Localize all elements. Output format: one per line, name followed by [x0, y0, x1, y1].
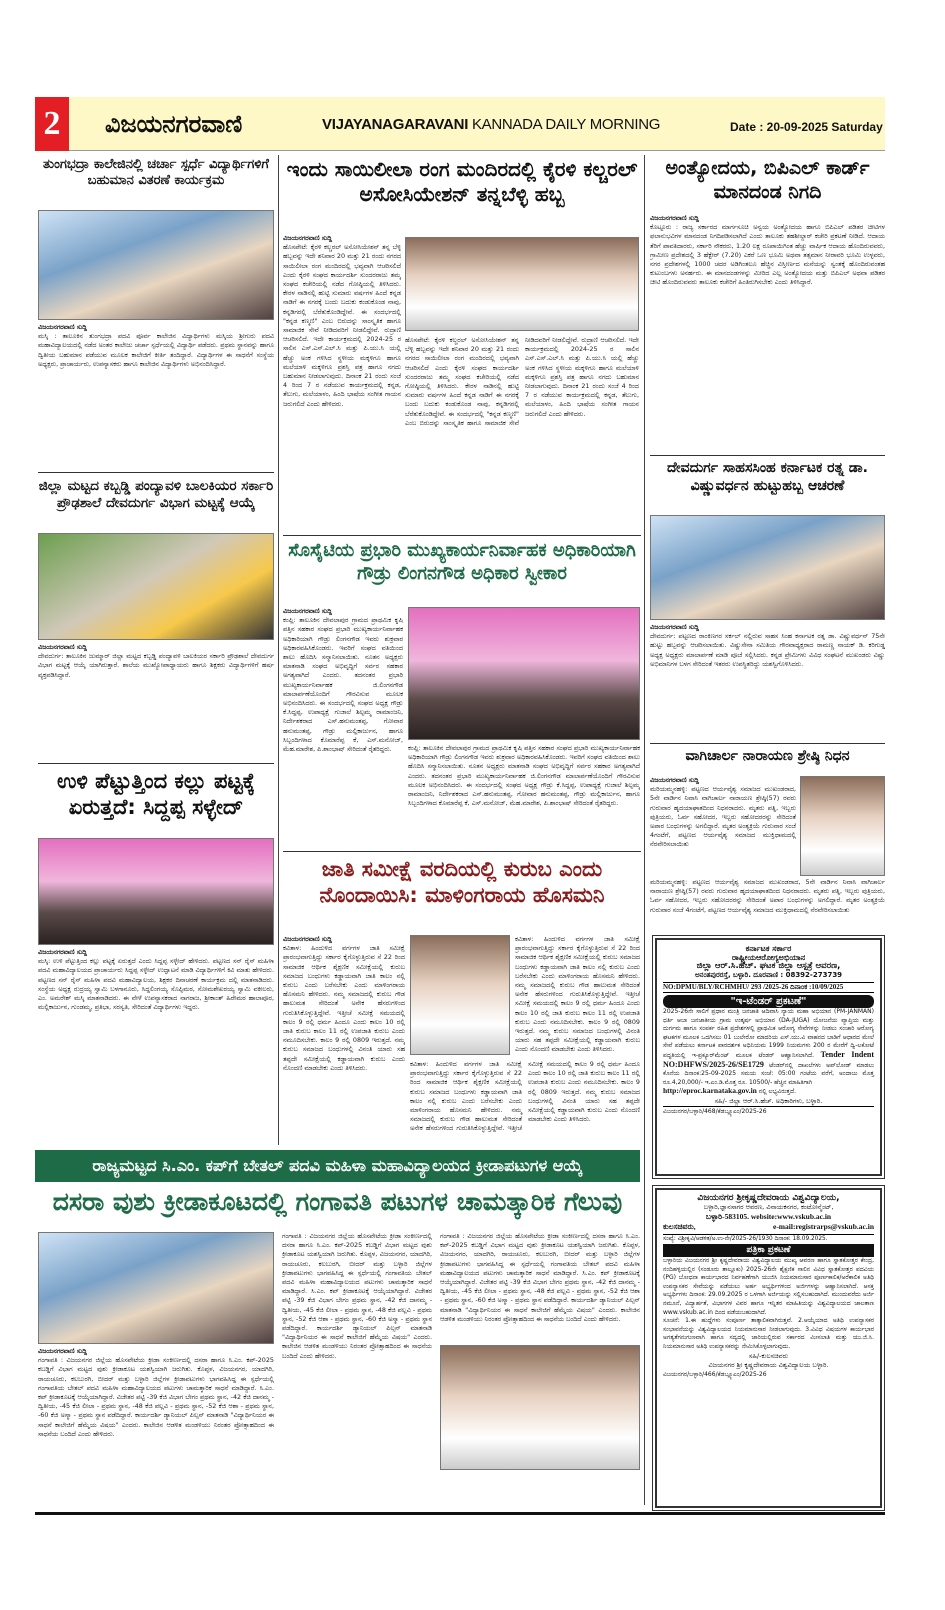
article-body-continued: ಕವಿತಾಳ: ಹಿಂದುಳಿದ ವರ್ಗಗಳ ಜಾತಿ ಸಮೀಕ್ಷೆ ಪ್ರಾರಂಭವಾಗುತ್ತಿದ್ದು ಸರ್ಕಾರ ಕೈಗೊಳ್ಳುತ್ತಿರುವ ಸೆ 22 ರಿಂದ ಸಾಮಾಜಿಕ ಆರ್ಥಿಕ ಶೈಕ್ಷಣಿಕ ಸಮೀಕ್ಷೆಯಲ್ಲಿ ಕುರುಬ ಸಮಾಜದ ಬಂಧುಗಳು ಕಡ್ಡಾಯವಾಗಿ ಜಾತಿ ಕಾಲಂ ನಲ್ಲಿ ಕುರುಬ ಎಂದು ಬರೆಸಬೇಕು ಎಂದು ಮಾಳಿಂಗರಾಯ ಹೊಸಮನಿ ಹೇಳಿದರು. ನಮ್ಮ ಸಮಾಜದಲ್ಲಿ ಕುರುಬ ಗೌಡ ಹಾಲುಮತ ಸೇರಿದಂತೆ ಅನೇಕ ಹೆಸರುಗಳಿಂದ ಗುರುತಿಸಿಕೊಳ್ಳುತ್ತಿದ್ದೇವೆ. ಇತ್ತೀಚೆ ಸಮೀಕ್ಷೆ ಸಮಯದಲ್ಲಿ ಕಾಲಂ 9 ರಲ್ಲಿ ಧರ್ಮ ಹಿಂದೂ ಎಂದು ಕಾಲಂ 10 ರಲ್ಲಿ ಜಾತಿ ಕುರುಬ ಕಾಲಂ 11 ರಲ್ಲಿ ಉಪಜಾತಿ ಕುರುಬ ಎಂದು ನಮೂದಿಸಬೇಕು. ಕಾಲಂ 9 ರಲ್ಲಿ 0809 ಇರುತ್ತದೆ. ನಮ್ಮ ಕುರುಬ ಸಮಾಜದ ಬಂಧುಗಳಲ್ಲಿ ವಿನಂತಿ ಯಾರು ಸಹ ತಪ್ಪದೇ ಸಮೀಕ್ಷೆಯಲ್ಲಿ ಕಡ್ಡಾಯವಾಗಿ ಕುರುಬ ಎಂದು ನೊಂದಣಿ ಮಾಡಬೇಕು ಎಂದು ತಿಳಿಸಿದರು.	[410, 1060, 640, 1133]
article-text: ಕವಿತಾಳ: ಹಿಂದುಳಿದ ವರ್ಗಗಳ ಜಾತಿ ಸಮೀಕ್ಷೆ ಪ್ರಾರಂಭವಾಗುತ್ತಿದ್ದು ಸರ್ಕಾರ ಕೈಗೊಳ್ಳುತ್ತಿರುವ ಸೆ 22 ರಿಂದ ಸಾಮಾಜಿಕ ಆರ್ಥಿಕ ಶೈಕ್ಷಣಿಕ ಸಮೀಕ್ಷೆಯಲ್ಲಿ ಕುರುಬ ಸಮಾಜದ ಬಂಧುಗಳು ಕಡ್ಡಾಯವಾಗಿ ಜಾತಿ ಕಾಲಂ ನಲ್ಲಿ ಕುರುಬ ಎಂದು ಬರೆಸಬೇಕು ಎಂದು ಮಾಳಿಂಗರಾಯ ಹೊಸಮನಿ ಹೇಳಿದರು. ನಮ್ಮ ಸಮಾಜದಲ್ಲಿ ಕುರುಬ ಗೌಡ ಹಾಲುಮತ ಸೇರಿದಂತೆ ಅನೇಕ ಹೆಸರುಗಳಿಂದ ಗುರುತಿಸಿಕೊಳ್ಳುತ್ತಿದ್ದೇವೆ. ಇತ್ತೀಚೆ ಸಮೀಕ್ಷೆ ಸಮಯದಲ್ಲಿ ಕಾಲಂ 9 ರಲ್ಲಿ ಧರ್ಮ ಹಿಂದೂ ಎಂದು ಕಾಲಂ 10 ರಲ್ಲಿ ಜಾತಿ ಕುರುಬ ಕಾಲಂ 11 ರಲ್ಲಿ ಉಪಜಾತಿ ಕುರುಬ ಎಂದು ನಮೂದಿಸಬೇಕು. ಕಾಲಂ 9 ರಲ್ಲಿ 0809 ಇರುತ್ತದೆ. ನಮ್ಮ ಕುರುಬ ಸಮಾಜದ ಬಂಧುಗಳಲ್ಲಿ ವಿನಂತಿ ಯಾರು ಸಹ ತಪ್ಪದೇ ಸಮೀಕ್ಷೆಯಲ್ಲಿ ಕಡ್ಡಾಯವಾಗಿ ಕುರುಬ ಎಂದು ನೊಂದಣಿ ಮಾಡಬೇಕು ಎಂದು ತಿಳಿಸಿದರು.	[283, 944, 405, 1072]
article-photo	[650, 515, 885, 620]
university-notice-advertisement	[655, 1188, 882, 1508]
article-body	[283, 935, 405, 1143]
headline: ಜಿಲ್ಲಾ ಮಟ್ಟದ ಕಬ್ಬಡ್ಡಿ ಪಂದ್ಯಾವಳಿ ಬಾಲಕಿಯರ ಸರ್ಕಾರಿ ಪ್ರೌಢಶಾಲೆ ದೇವದುರ್ಗ ವಿಭಾಗ ಮಟ್ಟಕ್ಕೆ ಆಯ್ಕೆ	[38, 478, 274, 511]
headline: ಇಂದು ಸಾಯಿಲೀಲಾ ರಂಗ ಮಂದಿರದಲ್ಲಿ ಕೈರಳಿ ಕಲ್ಚರಲ್ ಅಸೋಸಿಯೇಶನ್ ತನ್ನಬೆಳ್ಳಿ ಹಬ್ಬ	[286, 157, 638, 206]
e-tender-advertisement	[655, 938, 882, 1176]
byline: ವಿಜಯನಗರವಾಣಿ ಸುದ್ದಿ	[38, 323, 87, 331]
page-bottom-rule	[35, 1512, 885, 1515]
article-body	[38, 323, 274, 469]
ad-signature: ವಿಜಯನಗರ ಶ್ರೀ ಕೃಷ್ಣದೇವರಾಯ ವಿಶ್ವವಿದ್ಯಾಲಯ ಬಳ್ಳಾರಿ.	[708, 1360, 829, 1369]
article-text: ದೇವದುರ್ಗ: ತಾಲೂಕಿನ ಜುಮ್ಮಾರ್ ಜಿಲ್ಲಾ ಮಟ್ಟದ ಕಬ್ಬಡ್ಡಿ ಪಂದ್ಯಾವಳಿ ಬಾಲಕಿಯರ ಸರ್ಕಾರಿ ಪ್ರೌಢಶಾಲೆ ದೇವದುರ್ಗ ವಿಭಾಗ ಮಟ್ಟಕ್ಕೆ ಆಯ್ಕೆ ಯಾಗಿರುತ್ತಾರೆ. ಶಾಲೆಯ ಮುಖ್ಯೋಪಾಧ್ಯಾಯರು ಹಾಗೂ ಶಿಕ್ಷಕರು ವಿದ್ಯಾರ್ಥಿಗಳಿಗೆ ಹರ್ಷ ವ್ಯಕ್ತಪಡಿಸಿದ್ದಾರೆ.	[38, 652, 274, 679]
ad-body: 2025-26ನೇ ಸಾಲಿಗೆ ಪ್ರಧಾನ ಮಂತ್ರಿ ಜನಜಾತಿ ಆದಿವಾಸಿ ನ್ಯಾಯ ಮಹಾ ಅಭಿಯಾನ (PM-JANMAN) ಧರ್ತಿ ಆಬಾ ಜನಜಾತೀಯ ಗ್ರಾಮ ಉತ್ಕರ್ಷ ಅಭಿಯಾನ (DA-JUGA) ಯೋಜನೆಯ ವ್ಯಾಪ್ತಿಯ ಮತ್ತು ದುರ್ಗಮ ಹಾಗೂ ಸಂಪರ್ಕ ರಹಿತ ಪ್ರದೇಶಗಳಲ್ಲಿ ಪ್ರಾಥಮಿಕ ಆರೋಗ್ಯ ಸೇವೆಗಳನ್ನು ನೀಡಲು ಸಂಚಾರಿ ಆರೋಗ್ಯ ಘಟಕಗಳ ಮೂಲಕ ಒದಗಿಸಲು 01 ಬುಲೇರೋ ಮಾದರಿಯ ಎಸ್.ಯು.ವಿ ವಾಹನದ ಬಾಡಿಗೆ ಆಧಾರದ ಮೇಲೆ ಸೇವೆ ಪಡೆಯಲು ಕರ್ನಾಟಕ ಪಾರದರ್ಶಕ ಅಧಿನಿಯಮ 1999 ನಿಯಮಗಳು 200 ರ ಮೇರೆಗೆ ದ್ವಿ-ಲಕೋಟೆ ಪದ್ಧತಿಯಲ್ಲಿ ಇ-ಪ್ರಕ್ಯೂರ್‌ಮೆಂಟ್ ಮೂಲಕ ಟೆಂಡರ್ ಆಹ್ವಾನಿಸಲಾಗಿದೆ.	[663, 1008, 874, 1059]
ad-line: ಕರ್ನಾಟಕ ಸರ್ಕಾರ	[745, 944, 792, 953]
article-text: ಕಂಪ್ಲಿ: ತಾಲೂಕಿನ ದೇವಲಾಪುರ ಗ್ರಾಮದ ಪ್ರಾಥಮಿಕ ಕೃಷಿ ಪತ್ತಿನ ಸಹಕಾರ ಸಂಘದ ಪ್ರಭಾರಿ ಮುಖ್ಯಕಾರ್ಯನಿರ್ವಾಹಕ ಅಧಿಕಾರಿಯಾಗಿ ಗೌಡ್ರು ಲಿಂಗನಗೌಡ ಇವರು ಶುಕ್ರವಾರ ಅಧಿಕಾರವಹಿಸಿಕೊಂಡರು. ಇವರಿಗೆ ಸಂಘದ ವತಿಯಿಂದ ಶಾಲು ಹೊದಿಸಿ ಸನ್ಮಾನಿಸಲಾಯಿತು. ನೂತನ ಅಧ್ಯಕ್ಷರು ಮಾತನಾಡಿ ಸಂಘದ ಅಭಿವೃದ್ಧಿಗೆ ಸರ್ವರ ಸಹಕಾರ ಅಗತ್ಯವಾಗಿದೆ ಎಂದರು. ತದನಂತರ ಪ್ರಭಾರಿ ಮುಖ್ಯಕಾರ್ಯನಿರ್ವಾಹಕ ಜಿ.ಲಿಂಗನಗೌಡ ಮಾಲಾರ್ಪಣೆಯೊಂದಿಗೆ ಗೌರವಿಸುವ ಮೂಲಕ ಅಭಿನಂದಿಸಿದರು. ಈ ಸಂದರ್ಭದಲ್ಲಿ ಸಂಘದ ಅಧ್ಯಕ್ಷ ಗೌಡ್ರು ಕೆ.ಸಿದ್ದಪ್ಪ, ಉಪಾಧ್ಯಕ್ಷೆ ಗುಜಾಲೆ ಶಿಲ್ಪಮ್ಮ ರಾಮಾಂಜನಿ, ನಿರ್ದೇಶಕರಾದ ಎಸ್.ಹನುಮಂತಪ್ಪ, ಗೋವಾರ ಹನುಮಂತಪ್ಪ, ಗೌಡ್ರು ಮಲ್ಲಿಕಾರ್ಜುನ, ಹಾಗೂ ಸಿಬ್ಬಂದಿಗಳಾದ ಕೊಮಾರೆಪ್ಪ ಕೆ, ಎಸ್.ಮನೋಜ್, ಮೆಹ.ಮಾರೇಶ, ಪಿ.ಶಾಂಭಾಷ್ ಸೇರಿದಂತೆ ರೈತರಿದ್ದರು.	[283, 616, 403, 754]
ad-body: ನಲ್ಲಿ ಲಭ್ಯವಿರುತ್ತದೆ.	[756, 1088, 797, 1096]
article-body-continued: ಕಂಪ್ಲಿ: ತಾಲೂಕಿನ ದೇವಲಾಪುರ ಗ್ರಾಮದ ಪ್ರಾಥಮಿಕ ಕೃಷಿ ಪತ್ತಿನ ಸಹಕಾರ ಸಂಘದ ಪ್ರಭಾರಿ ಮುಖ್ಯಕಾರ್ಯನಿರ್ವಾಹಕ ಅಧಿಕಾರಿಯಾಗಿ ಗೌಡ್ರು ಲಿಂಗನಗೌಡ ಇವರು ಶುಕ್ರವಾರ ಅಧಿಕಾರವಹಿಸಿಕೊಂಡರು. ಇವರಿಗೆ ಸಂಘದ ವತಿಯಿಂದ ಶಾಲು ಹೊದಿಸಿ ಸನ್ಮಾನಿಸಲಾಯಿತು. ನೂತನ ಅಧ್ಯಕ್ಷರು ಮಾತನಾಡಿ ಸಂಘದ ಅಭಿವೃದ್ಧಿಗೆ ಸರ್ವರ ಸಹಕಾರ ಅಗತ್ಯವಾಗಿದೆ ಎಂದರು. ತದನಂತರ ಪ್ರಭಾರಿ ಮುಖ್ಯಕಾರ್ಯನಿರ್ವಾಹಕ ಜಿ.ಲಿಂಗನಗೌಡ ಮಾಲಾರ್ಪಣೆಯೊಂದಿಗೆ ಗೌರವಿಸುವ ಮೂಲಕ ಅಭಿನಂದಿಸಿದರು. ಈ ಸಂದರ್ಭದಲ್ಲಿ ಸಂಘದ ಅಧ್ಯಕ್ಷ ಗೌಡ್ರು ಕೆ.ಸಿದ್ದಪ್ಪ, ಉಪಾಧ್ಯಕ್ಷೆ ಗುಜಾಲೆ ಶಿಲ್ಪಮ್ಮ ರಾಮಾಂಜನಿ, ನಿರ್ದೇಶಕರಾದ ಎಸ್.ಹನುಮಂತಪ್ಪ, ಗೋವಾರ ಹನುಮಂತಪ್ಪ, ಗೌಡ್ರು ಮಲ್ಲಿಕಾರ್ಜುನ, ಹಾಗೂ ಸಿಬ್ಬಂದಿಗಳಾದ ಕೊಮಾರೆಪ್ಪ ಕೆ, ಎಸ್.ಮನೋಜ್, ಮೆಹ.ಮಾರೇಶ, ಪಿ.ಶಾಂಭಾಷ್ ಸೇರಿದಂತೆ ರೈತರಿದ್ದರು.	[408, 744, 640, 808]
ad-website: ಬಳ್ಳಾರಿ-583105. website:www.vskub.ac.in	[705, 1212, 832, 1221]
obituary-photo	[800, 776, 885, 876]
article-text: ದೇವದುರ್ಗ: ಪಟ್ಟಣದ ರಾಂಕಿಣಗರ ಸರ್ಕಲ್ ನಲ್ಲಿರುವ ಸಾಹಸ ಸಿಂಹ ಕರ್ನಾಟಕ ರತ್ನ ಡಾ. ವಿಷ್ಣುವರ್ಧನ್ 75ನೇ ಹುಟ್ಟು ಹಬ್ಬವನ್ನು ಆಚರಿಸಲಾಯಿತು. ವಿಷ್ಣುಸೇನಾ ಸಮಿತಿಯ ಗೌರವಾಧ್ಯಕ್ಷರಾದ ರಾಮಣ್ಣ ನಾಯಕ್ ಡಿ. ಕರಿಗುಡ್ಡ ಅಧ್ಯಕ್ಷ ಅಧ್ಯಕ್ಷರು ಮಾಲಾರ್ಪಣೆ ಮಾಡಿ ಪೂಜೆ ಸಲ್ಲಿಸಿದರು. ಕನ್ನಡ ಪ್ರೇಮಿಗಳು ವಿವಿಧ ಸಂಘಟನೆ ಮುಖಂಡರು ವಿಷ್ಣು ಅಭಿಮಾನಿಗಳ ಬಳಗ ಸೇರಿದಂತೆ ಇತರರು ಉಪಸ್ಥಿತರಿದ್ದು ಯಶಸ್ವಿಗೊಳಿಸಿದರು.	[650, 632, 885, 668]
article-body	[38, 1347, 274, 1507]
ad-line: ವಿಜಯನಗರ ಶ್ರೀಕೃಷ್ಣದೇವರಾಯ ವಿಶ್ವವಿದ್ಯಾಲಯ,	[697, 1193, 840, 1203]
ad-title: ಪತ್ರಿಕಾ ಪ್ರಕಟಣೆ	[663, 1244, 874, 1257]
ad-code: ವಿಜಯನಗರ/ಬಳ್ಳಾರಿ/468/ಕೆಡಬ್ಲ್ಯೂಎಂ/2025-26	[663, 1106, 874, 1116]
issue-date: Date : 20-09-2025 Saturday	[730, 120, 883, 134]
article-photo	[410, 935, 510, 1055]
byline: ವಿಜಯನಗರವಾಣಿ ಸುದ್ದಿ	[38, 948, 87, 956]
article-photo	[38, 1232, 274, 1344]
headline: ದೇವದುರ್ಗ ಸಾಹಸಸಿಂಹ ಕರ್ನಾಟಕ ರತ್ನ ಡಾ. ವಿಷ್ಣುವರ್ಧನ ಹುಟ್ಟುಹಬ್ಬ ಆಚರಣೆ	[667, 460, 868, 494]
article-photo	[38, 210, 274, 320]
article-body	[38, 643, 274, 761]
ad-line: ಜಿಲ್ಲಾ ಆರ್.ಸಿ.ಹೆಚ್. ಘಟಕ ಜಿಲ್ಲಾ ಆಸ್ಪತ್ರೆ ಆವರಣ,	[696, 961, 841, 971]
headline: ಸೊಸೈಟಿಯ ಪ್ರಭಾರಿ ಮುಖ್ಯಕಾರ್ಯನಿರ್ವಾಹಕ ಅಧಿಕಾರಿಯಾಗಿ ಗೌಡ್ರು ಲಿಂಗನಗೌಡ ಅಧಿಕಾರ ಸ್ವೀಕಾರ	[288, 540, 636, 584]
ad-reference: NO:DPMU/BLY/RCHMHU/ 293 /2025-26 ದಿನಾಂಕ :10/09/2025	[663, 982, 874, 993]
article-body	[283, 607, 403, 847]
article-body-continued: ಗಂಗಾವತಿ : ವಿಜಯನಗರ ಜಿಲ್ಲೆಯ ಹೊಸಪೇಟೆಯ ಕ್ರೀಡಾ ಸಂಕೀರ್ಣದಲ್ಲಿ ದಸರಾ ಹಾಗೂ ಸಿ.ಎಂ. ಕಪ್-2025 ಕಬಡ್ಡಿಗೆ ವಿಭಾಗ ಮಟ್ಟದ ವುಶು ಕ್ರೀಡಾಕೂಟ ಯಶಸ್ವಿಯಾಗಿ ಜರುಗಿತು. ಕೊಪ್ಪಳ, ವಿಜಯನಗರ, ಯಾದಗಿರಿ, ರಾಯಚೂರು, ಕಲಬುರಗಿ, ಬೀದರ್ ಮತ್ತು ಬಳ್ಳಾರಿ ಜಿಲ್ಲೆಗಳ ಕ್ರೀಡಾಪಟುಗಳು ಭಾಗವಹಿಸಿದ್ದ ಈ ಸ್ಪರ್ಧೆಯಲ್ಲಿ ಗಂಗಾವತಿಯ ಬೇತಲ್ ಪದವಿ ಮಹಿಳಾ ಮಹಾವಿದ್ಯಾಲಯದ ಪಟುಗಳು ಚಾಮತ್ಕಾರಿಕ ಸಾಧನೆ ಮಾಡಿದ್ದಾರೆ. ಸಿ.ಎಂ. ಕಪ್ ಕ್ರೀಡಾಕೂಟಕ್ಕೆ ಆಯ್ಕೆಯಾಗಿದ್ದಾರೆ. ವಿಜೇತರ ಪಟ್ಟಿ -39 ಕೆಜಿ ವಿಭಾಗ ಬೇಗಂ ಪ್ರಥಮ ಸ್ಥಾನ, -42 ಕೆಜಿ ದಾನಮ್ಮ - ದ್ವಿತೀಯ, -45 ಕೆಜಿ ಲೀಲಾ - ಪ್ರಥಮ ಸ್ಥಾನ, -48 ಕೆಜಿ ಪಲ್ಲವಿ - ಪ್ರಥಮ ಸ್ಥಾನ, -52 ಕೆಜಿ ಆಶಾ - ಪ್ರಥಮ ಸ್ಥಾನ, -60 ಕೆಜಿ ಅಸ್ಮಾ - ಪ್ರಥಮ ಸ್ಥಾನ ಪಡೆದಿದ್ದಾರೆ. ಕಾರ್ಯದರ್ಶಿ ಡ್ಯಾನಿಯಲ್ ಪಿಲ್ಸನ್ ಮಾತನಾಡಿ "ವಿದ್ಯಾರ್ಥಿನಿಯರ ಈ ಸಾಧನೆ ಕಾಲೇಜಿಗೆ ಹೆಮ್ಮೆಯ ವಿಷಯ" ಎಂದರು. ಕಾಲೇಜಿನ ಆಡಳಿತ ಮಂಡಳಿಯು ನಿರಂತರ ಪ್ರೋತ್ಸಾಹದಿಂದ ಈ ಸಾಧನೆಯ ಬಂದಿದೆ ಎಂದು ಹೇಳಿದರು.	[282, 1232, 432, 1360]
divider	[650, 743, 885, 744]
article-text: ಮಸ್ಕಿ : ತಾಲೂಕಿನ ತುಂಗಭದ್ರಾ ಪದವಿ ಪೂರ್ವ ಕಾಲೇಜಿನ ವಿದ್ಯಾರ್ಥಿಗಳು ಮಸ್ಕಿಯ ಶ್ರೀಗುರು ಪದವಿ ಮಹಾವಿದ್ಯಾಲಯದಲ್ಲಿ ನಡೆದ ಅಂತರ ಕಾಲೇಜು ಚರ್ಚಾ ಸ್ಪರ್ಧೆಯಲ್ಲಿ ವಿದ್ಯಾರ್ಥಿ ಪಡೆದರು. ಪ್ರಥಮ ಸ್ಥಾನವನ್ನು ಹಾಗೂ ದ್ವಿತೀಯ ಬಹುಮಾನ ಪಡೆಯುವ ಮೂಲಕ ಕಾಲೇಜಿಗೆ ಕೀರ್ತಿ ತಂದಿದ್ದಾರೆ. ವಿದ್ಯಾರ್ಥಿಗಳ ಈ ಸಾಧನೆಗೆ ಸಂಸ್ಥೆಯ ಅಧ್ಯಕ್ಷರು, ಪ್ರಾಚಾರ್ಯರು, ಉಪನ್ಯಾಸಕರು ಹಾಗೂ ಕಾಲೇಜಿನ ವಿದ್ಯಾರ್ಥಿಗಳು ಅಭಿನಂದಿಸಿದ್ದಾರೆ.	[38, 332, 274, 368]
byline: ವಿಜಯನಗರವಾಣಿ ಸುದ್ದಿ	[283, 234, 332, 242]
headline: ದಸರಾ ವುಶು ಕ್ರೀಡಾಕೂಟದಲ್ಲಿ ಗಂಗಾವತಿ ಪಟುಗಳ ಚಾಮತ್ಕಾರಿಕ ಗೆಲುವು	[52, 1187, 623, 1216]
ad-line: ಬಳ್ಳಾರಿ,ಜ್ಞಾನಸಾಗರ ಆವರಣ, ವಿನಾಯಕನಗರ, ಕಂಟೋನ್ಮೆಂಟ್,	[703, 1203, 834, 1211]
article-photo	[38, 533, 274, 640]
byline: ವಿಜಯನಗರವಾಣಿ ಸುದ್ದಿ	[650, 623, 699, 631]
byline: ವಿಜಯನಗರವಾಣಿ ಸುದ್ದಿ	[38, 643, 87, 651]
page-number: 2	[35, 97, 69, 151]
masthead-english-rest: KANNADA DAILY MORNING	[468, 116, 661, 133]
headline: ಉಳಿ ಪೆಟ್ಟುತ್ತಿಂದ ಕಲ್ಲು ಪಟ್ಟಕ್ಕೆ ಏರುತ್ತದೆ: ಸಿದ್ದಪ್ಪ ಸಳ್ಳೇದ್	[56, 769, 256, 820]
masthead-english	[322, 116, 660, 133]
article-photo	[405, 237, 639, 331]
ad-body: ಟೆಂಡರ್‌ನಲ್ಲಿ ದಾಖಲೆಗಳು ಅಪ್‌ಲೋಡ್ ಮಾಡಲು ಕೊನೆಯ ದಿನಾಂಕ:25-09-2025 ಸಮಯ ಸಂಜೆ: 05:00 ಗಂಟೆಯ ವರೆಗೆ, ಅಂದಾಜು ಮೊತ್ತ ರೂ.4,20,000/- ಇ.ಎಂ.ಡಿ.ಮೊತ್ತ ರೂ. 10500/- ಹೆಚ್ಚಿನ ಮಾಹಿತಿಗಾಗಿ	[663, 1061, 874, 1086]
divider	[38, 472, 274, 473]
headline: ವಾಗಿಚಾರ್ಲ ನಾರಾಯಣ ಶ್ರೇಷ್ಠಿ ನಿಧನ	[685, 748, 850, 764]
masthead-title: ವಿಜಯನಗರವಾಣಿ	[105, 110, 243, 138]
article-body	[650, 214, 885, 452]
article-body	[650, 776, 796, 876]
article-text: ಮಸ್ಕಿ: ಉಳಿ ಪೆಟ್ಟುತ್ತಿಂದ ಕಲ್ಲು ಪಟ್ಟಕ್ಕೆ ಏರುತ್ತದೆ ಎಂದು ಸಿದ್ದಪ್ಪ ಸಳ್ಳೇದ್ ಹೇಳಿದರು. ಪಟ್ಟಣದ ಸನ್ ರೈಸ್ ಮಹಿಳಾ ಪದವಿ ಮಹಾವಿದ್ಯಾಲಯದ ಪ್ರಾಚಾರ್ಯರು ಸಿದ್ದಪ್ಪ ಸಳ್ಳೇದ್ ಉದ್ಘಾಟನೆ ಮಾಡಿ ವಿದ್ಯಾರ್ಥಿಗಳಿಗೆ ಕಿವಿ ಮಾತು ಹೇಳಿದರು. ಪಟ್ಟಣದ ಸನ್ ರೈಸ್ ಮಹಿಳಾ ಪದವಿ ಮಹಾವಿದ್ಯಾಲಯ, ಶಿಕ್ಷಕರ ದಿನಾಚರಣೆ ಕಾರ್ಯಕ್ರಮ ದಲ್ಲಿ ಮಾತನಾಡಿದರು. ಸಂಸ್ಥೆಯ ಅಧ್ಯಕ್ಷ ರುದ್ರಯ್ಯ ಸ್ವಾಮಿ ಬಳಗಾನೂರು, ಸಿದ್ದಲಿಂಗಯ್ಯ ಸೊಪ್ಪಿಮಠ, ಸೋಮಶೇಖರಯ್ಯ ಸ್ವಾಮಿ ವಕೀಲರು, ಎಂ. ಅಮರೇಶ್ ಮಸ್ಕಿ ಮಾತನಾಡಿದರು. ಈ ವೇಳೆ ಉಪನ್ಯಾಸಕರಾದ ನಾಗರಾಜ, ಶ್ರೀಕಾಂತ್ ಹಿರೇಮಠ ಹಾಲಾಪೂರ, ಮಲ್ಲಿಕಾರ್ಜುನ, ಗುಂಡಮ್ಮ, ಪ್ರತಿಭಾ, ಸರಸ್ವತಿ, ಸೇರಿದಂತೆ ವಿದ್ಯಾರ್ಥಿಗಳು ಇದ್ದರು.	[38, 957, 274, 1012]
masthead-english-bold: VIJAYANAGARAVANI	[322, 116, 469, 133]
article-body-continued: ಮರಿಯಮ್ಮನಹಳ್ಳಿ: ಪಟ್ಟಣದ ಆರ್ಯವೈಶ್ಯ ಸಮಾಜದ ಮುಖಂಡರಾದ, 5ನೇ ವಾರ್ಡಿನ ನಿವಾಸಿ ವಾಗಿಚಾರ್ಲ ನಾರಾಯಣ ಶ್ರೇಷ್ಠಿ(57) ರವರು ಗುರುವಾರ ಹೃದಯಾಘಾತದಿಂದ ನಿಧನರಾದರು. ಮೃತರು ಪತ್ನಿ, ಇಬ್ಬರು ಪುತ್ರಿಯರು, ಓರ್ವ ಸಹೋದರ, ಇಬ್ಬರು ಸಹೋದರರನ್ನು ಸೇರಿದಂತೆ ಅಪಾರ ಬಂಧುಗಳನ್ನು ಅಗಲಿದ್ದಾರೆ. ಮೃತರ ಅಂತ್ಯಕ್ರಿಯೆ ಗುರುವಾರ ಸಂಜೆ 4ಗಂಟೆಗೆ, ಪಟ್ಟಣದ ಆರ್ಯವೈಶ್ಯ ಸಮಾಜದ ಮುಕ್ತಿಧಾಮದಲ್ಲಿ ನೆರವೇರಿಸಲಾಯಿತು	[650, 878, 885, 914]
article-photo	[440, 1345, 640, 1470]
ad-title: "ಇ-ಟೆಂಡರ್ ಪ್ರಕಟಣೆ"	[663, 995, 874, 1008]
green-banner-headline: ರಾಜ್ಯಮಟ್ಟದ ಸಿ.ಎಂ. ಕಪ್‌ಗೆ ಬೇತಲ್ ಪದವಿ ಮಹಿಳಾ ಮಹಾವಿದ್ಯಾಲಯದ ಕ್ರೀಡಾಪಟುಗಳ ಆಯ್ಕೆ	[35, 1150, 640, 1182]
article-body-continued: ಕವಿತಾಳ: ಹಿಂದುಳಿದ ವರ್ಗಗಳ ಜಾತಿ ಸಮೀಕ್ಷೆ ಪ್ರಾರಂಭವಾಗುತ್ತಿದ್ದು ಸರ್ಕಾರ ಕೈಗೊಳ್ಳುತ್ತಿರುವ ಸೆ 22 ರಿಂದ ಸಾಮಾಜಿಕ ಆರ್ಥಿಕ ಶೈಕ್ಷಣಿಕ ಸಮೀಕ್ಷೆಯಲ್ಲಿ ಕುರುಬ ಸಮಾಜದ ಬಂಧುಗಳು ಕಡ್ಡಾಯವಾಗಿ ಜಾತಿ ಕಾಲಂ ನಲ್ಲಿ ಕುರುಬ ಎಂದು ಬರೆಸಬೇಕು ಎಂದು ಮಾಳಿಂಗರಾಯ ಹೊಸಮನಿ ಹೇಳಿದರು. ನಮ್ಮ ಸಮಾಜದಲ್ಲಿ ಕುರುಬ ಗೌಡ ಹಾಲುಮತ ಸೇರಿದಂತೆ ಅನೇಕ ಹೆಸರುಗಳಿಂದ ಗುರುತಿಸಿಕೊಳ್ಳುತ್ತಿದ್ದೇವೆ. ಇತ್ತೀಚೆ ಸಮೀಕ್ಷೆ ಸಮಯದಲ್ಲಿ ಕಾಲಂ 9 ರಲ್ಲಿ ಧರ್ಮ ಹಿಂದೂ ಎಂದು ಕಾಲಂ 10 ರಲ್ಲಿ ಜಾತಿ ಕುರುಬ ಕಾಲಂ 11 ರಲ್ಲಿ ಉಪಜಾತಿ ಕುರುಬ ಎಂದು ನಮೂದಿಸಬೇಕು. ಕಾಲಂ 9 ರಲ್ಲಿ 0809 ಇರುತ್ತದೆ. ನಮ್ಮ ಕುರುಬ ಸಮಾಜದ ಬಂಧುಗಳಲ್ಲಿ ವಿನಂತಿ ಯಾರು ಸಹ ತಪ್ಪದೇ ಸಮೀಕ್ಷೆಯಲ್ಲಿ ಕಡ್ಡಾಯವಾಗಿ ಕುರುಬ ಎಂದು ನೊಂದಣಿ ಮಾಡಬೇಕು ಎಂದು ತಿಳಿಸಿದರು.	[515, 935, 640, 1054]
article-photo	[408, 607, 640, 740]
ad-email: e-mail:registrarps@vskub.ac.in	[772, 1222, 874, 1231]
byline: ವಿಜಯನಗರವಾಣಿ ಸುದ್ದಿ	[650, 214, 699, 222]
headline: ಜಾತಿ ಸಮೀಕ್ಷೆ ವರದಿಯಲ್ಲಿ ಕುರುಬ ಎಂದು ನೊಂದಾಯಿಸಿ: ಮಾಳಿಂಗರಾಯ ಹೊಸಮನಿ	[319, 857, 605, 908]
headline: ಅಂತ್ಯೋದಯ, ಬಿಪಿಎಲ್ ಕಾರ್ಡ್ ಮಾನದಂಡ ನಿಗದಿ	[665, 157, 870, 203]
column-divider	[278, 155, 279, 1145]
article-body	[650, 623, 885, 741]
divider	[650, 455, 885, 456]
ad-line: ಕುಲಸಚಿವರು,	[663, 1222, 696, 1231]
divider	[283, 851, 641, 852]
article-body	[283, 234, 401, 532]
article-photo	[38, 838, 274, 945]
ad-signature: ಸಹಿ/-ಕುಲಸಚಿವರು	[748, 1351, 789, 1360]
article-body	[38, 948, 274, 1143]
ad-body: ಬಳ್ಳಾರಿಯ ವಿಜಯನಗರ ಶ್ರೀ ಕೃಷ್ಣದೇವರಾಯ ವಿಶ್ವವಿದ್ಯಾಲಯ ಮುಖ್ಯ ಆವರಣ ಹಾಗೂ ಸ್ನಾತಕೋತ್ತರ ಕೇಂದ್ರ, ನಂದಿಹಳ್ಳಿಯಲ್ಲಿನ (ಸಂಡೂರು ತಾಲ್ಲೂಕು) 2025-26ನೇ ಶೈಕ್ಷಣಿಕ ಸಾಲಿನ ವಿವಿಧ ಸ್ನಾತಕೋತ್ತರ ಪದವಿಯ (PG) ಬೋಧನಾ ಕಾರ್ಯಭಾರದ ನಿರ್ವಹಣೆಗಾಗಿ ಯುಜಿಸಿ ನಿಯಮಾನುಸಾರ ಪೂರ್ಣಕಾಲಿಕ/ಅರೆಕಾಲಿಕ ಅತಿಥಿ ಉಪನ್ಯಾಸಕರ ಸೇವೆಯನ್ನು ಪಡೆಯಲು ಅರ್ಹ ಅಭ್ಯರ್ಥಿಗಳಿಂದ ಅರ್ಜಿಗಳನ್ನು ಆಹ್ವಾನಿಸಲಾಗಿದೆ. ಆಸಕ್ತ ಅಭ್ಯರ್ಥಿಗಳು ದಿನಾಂಕ: 29.09.2025 ರ ಒಳಗಾಗಿ ಅರ್ಜಿಯನ್ನು ಸಲ್ಲಿಸಬಹುದಾಗಿದೆ. ಮುಂದುವರೆದು ಅರ್ಜಿ ನಮೂನೆ, ವಿದ್ಯಾರ್ಹತೆ, ವಿಭಾಗಗಳ ವಿವರ ಹಾಗೂ ಇನ್ನಿತರ ಮಾಹಿತಿಯನ್ನು ವಿಶ್ವವಿದ್ಯಾಲಯದ ಜಾಲತಾಣ www.vskub.ac.in ದಿಂದ ಪಡೆಯಬಹುದಾಗಿದೆ.	[663, 1257, 874, 1316]
ad-code: ವಿಜಯನಗರ/ಬಳ್ಳಾರಿ/466/ಕೆಡಬ್ಲ್ಯೂಎಂ/2025-26	[663, 1370, 767, 1378]
ad-url[interactable]: http://eproc.karnataka.gov.in	[663, 1086, 757, 1096]
divider	[38, 763, 274, 764]
byline: ವಿಜಯನಗರವಾಣಿ ಸುದ್ದಿ	[38, 1347, 87, 1355]
article-text: ಕೊಟ್ಟೂರು : ರಾಜ್ಯ ಸರ್ಕಾರದ ಮಾರ್ಗಸೂಚಿ ಅನ್ವಯ ಅಂತ್ಯೋದಯ ಹಾಗೂ ಬಿಪಿಎಲ್ ಪಡಿತರ ಚೀಟಿಗಳ ಫಲಾನುಭವಿಗಳ ಮಾನದಂಡ ನಿಗದಿಪಡಿಸಲಾಗಿದೆ ಎಂದು ತಾಲೂಕು ತಹಶೀಲ್ದಾರ್ ಕಚೇರಿ ಪ್ರಕಟಣೆ ನೀಡಿದೆ. ಆದಾಯ ತೆರಿಗೆ ಪಾವತಿದಾರರು, ಸರ್ಕಾರಿ ನೌಕರರು, 1.20 ಲಕ್ಷ ರೂಪಾಯಿಗಿಂತ ಹೆಚ್ಚು ವಾರ್ಷಿಕ ಆದಾಯ ಹೊಂದಿರುವವರು, ಗ್ರಾಮೀಣ ಪ್ರದೇಶದಲ್ಲಿ 3 ಹೆಕ್ಟೇರ್ (7.20) ಎಕರೆ ಒಣ ಭೂಮಿ ಅಥವಾ ತತ್ಸಮಾನ ನೀರಾವರಿ ಭೂಮಿ ಉಳ್ಳವರು, ನಗರ ಪ್ರದೇಶಗಳಲ್ಲಿ 1000 ಚದರ ಅಡಿಗಿಂತಲೂ ಹೆಚ್ಚಿನ ವಿಸ್ತೀರ್ಣದ ಮನೆಯನ್ನು ಸ್ವಂತಕ್ಕೆ ಹೊಂದಿರುವಂತಹ ಕುಟುಂಬಗಳು ಅನರ್ಹರು. ಈ ಮಾನದಂಡಗಳನ್ನು ಮೀರಿದ ಎಲ್ಲ ಅಂತ್ಯೋದಯ ಮತ್ತು ಬಿಪಿಎಲ್ ಅಥವಾ ಪಡಿತರ ಚೀಟಿ ಹೊಂದಿರುವವರು ತಾಲೂಕು ಕಚೇರಿಗೆ ಹಿಂತಿರುಗಿಸಬೇಕು ಎಂದು ತಿಳಿಸಿದ್ದಾರೆ.	[650, 223, 885, 287]
ad-note: ಸೂಚನೆ: 1.ಈ ಹುದ್ದೆಗಳು ಸಂಪೂರ್ಣ ತಾತ್ಕಾಲಿಕವಾಗಿರುತ್ತವೆ. 2.ಆಯ್ಕೆಯಾದ ಅತಿಥಿ ಉಪನ್ಯಾಸಕರ ಸಂಭಾವನೆಯನ್ನು ವಿಶ್ವವಿದ್ಯಾಲಯದ ನಿಯಮಾನುಸಾರ ನೀಡಲಾಗುವುದು. 3.ವಿವಿಧ ವಿಷಯಗಳ ಕಾರ್ಯಭಾರ ಅಗತ್ಯತೆಗನುಗುಣವಾಗಿ ಹಾಗೂ ಸದ್ಯದಲ್ಲಿ ಜಾರಿಯಲ್ಲಿರುವ ಸರ್ಕಾರದ ಮೀಸಲಾತಿ ಮತ್ತು ಯು.ಜಿ.ಸಿ. ನಿಯಮಾನುಸಾರ ಅತಿಥಿ ಉಪನ್ಯಾಸಕರನ್ನು ನೇಮಿಸಿಕೊಳ್ಳಲಾಗುವುದು.	[663, 1317, 874, 1350]
article-text: ಗಂಗಾವತಿ : ವಿಜಯನಗರ ಜಿಲ್ಲೆಯ ಹೊಸಪೇಟೆಯ ಕ್ರೀಡಾ ಸಂಕೀರ್ಣದಲ್ಲಿ ದಸರಾ ಹಾಗೂ ಸಿ.ಎಂ. ಕಪ್-2025 ಕಬಡ್ಡಿಗೆ ವಿಭಾಗ ಮಟ್ಟದ ವುಶು ಕ್ರೀಡಾಕೂಟ ಯಶಸ್ವಿಯಾಗಿ ಜರುಗಿತು. ಕೊಪ್ಪಳ, ವಿಜಯನಗರ, ಯಾದಗಿರಿ, ರಾಯಚೂರು, ಕಲಬುರಗಿ, ಬೀದರ್ ಮತ್ತು ಬಳ್ಳಾರಿ ಜಿಲ್ಲೆಗಳ ಕ್ರೀಡಾಪಟುಗಳು ಭಾಗವಹಿಸಿದ್ದ ಈ ಸ್ಪರ್ಧೆಯಲ್ಲಿ ಗಂಗಾವತಿಯ ಬೇತಲ್ ಪದವಿ ಮಹಿಳಾ ಮಹಾವಿದ್ಯಾಲಯದ ಪಟುಗಳು ಚಾಮತ್ಕಾರಿಕ ಸಾಧನೆ ಮಾಡಿದ್ದಾರೆ. ಸಿ.ಎಂ. ಕಪ್ ಕ್ರೀಡಾಕೂಟಕ್ಕೆ ಆಯ್ಕೆಯಾಗಿದ್ದಾರೆ. ವಿಜೇತರ ಪಟ್ಟಿ -39 ಕೆಜಿ ವಿಭಾಗ ಬೇಗಂ ಪ್ರಥಮ ಸ್ಥಾನ, -42 ಕೆಜಿ ದಾನಮ್ಮ - ದ್ವಿತೀಯ, -45 ಕೆಜಿ ಲೀಲಾ - ಪ್ರಥಮ ಸ್ಥಾನ, -48 ಕೆಜಿ ಪಲ್ಲವಿ - ಪ್ರಥಮ ಸ್ಥಾನ, -52 ಕೆಜಿ ಆಶಾ - ಪ್ರಥಮ ಸ್ಥಾನ, -60 ಕೆಜಿ ಅಸ್ಮಾ - ಪ್ರಥಮ ಸ್ಥಾನ ಪಡೆದಿದ್ದಾರೆ. ಕಾರ್ಯದರ್ಶಿ ಡ್ಯಾನಿಯಲ್ ಪಿಲ್ಸನ್ ಮಾತನಾಡಿ "ವಿದ್ಯಾರ್ಥಿನಿಯರ ಈ ಸಾಧನೆ ಕಾಲೇಜಿಗೆ ಹೆಮ್ಮೆಯ ವಿಷಯ" ಎಂದರು. ಕಾಲೇಜಿನ ಆಡಳಿತ ಮಂಡಳಿಯು ನಿರಂತರ ಪ್ರೋತ್ಸಾಹದಿಂದ ಈ ಸಾಧನೆಯ ಬಂದಿದೆ ಎಂದು ಹೇಳಿದರು.	[38, 1356, 274, 1438]
byline: ವಿಜಯನಗರವಾಣಿ ಸುದ್ದಿ	[650, 776, 699, 784]
column-divider	[644, 155, 645, 1505]
divider	[283, 535, 641, 536]
article-body-continued: ಹೊಸಪೇಟೆ: ಕೈರಳಿ ಕಲ್ಚರಲ್ ಅಸೋಸಿಯೇಶನ್ ತನ್ನ ಬೆಳ್ಳಿ ಹಬ್ಬವನ್ನು ಇದೇ ಶನಿವಾರ 20 ಮತ್ತು 21 ರಂದು ನಗರದ ಸಾಯಿಲೀಲಾ ರಂಗ ಮಂದಿರದಲ್ಲಿ ಭವ್ಯವಾಗಿ ಆಚರಿಸಲಿದೆ ಎಂದು ಕೈರಳಿ ಸಂಘದ ಕಾರ್ಯದರ್ಶಿ ಸುಂದರರಾಜು ತಮ್ಮ ಸಂಘದ ಕಚೇರಿಯಲ್ಲಿ ನಡೆದ ಗೋಷ್ಠಿಯಲ್ಲಿ ತಿಳಿಸಿದರು. ಕೇರಳ ನಾಡಿನಲ್ಲಿ ಹುಟ್ಟಿ ಸುಮಾರು ವರ್ಷಗಳ ಹಿಂದೆ ಕನ್ನಡ ನಾಡಿಗೆ ಈ ನಗರಕ್ಕೆ ಬಂದು ಬದುಕು ಕಂಡುಕೊಂಡ ನಾವು, ಕನ್ನಡಿಗರಲ್ಲಿ ಬೆರೆತುಕೊಂಡಿದ್ದೇವೆ. ಈ ಸಂದರ್ಭದಲ್ಲಿ "ಕನ್ನಡ ಕಣ್ಮಣಿ" ಎಂಬ ಬಿರುದನ್ನು ಸಾಂಸ್ಕೃತಿಕ ಹಾಗೂ ಸಾಮಾಜಿಕ ಸೇವೆ ನೀಡಿದವರಿಗೆ ನೀಡಲಿದ್ದೇವೆ. ರುದ್ರಾಣಿ ಆಚರಿಸಲಿದೆ. ಇದೇ ಕಾರ್ಯಕ್ರಮದಲ್ಲಿ 2024-25 ರ ಸಾಲಿನ ಎಸ್.ಎಸ್.ಎಲ್.ಸಿ ಮತ್ತು ಪಿ.ಯು.ಸಿ ಯಲ್ಲಿ ಹೆಚ್ಚು ಅಂಕ ಗಳಿಸಿದ ಸ್ಥಳೀಯ ಮಕ್ಕಳಿಗೂ ಹಾಗೂ ಮಲೆಯಾಳಿ ಮಕ್ಕಳಿಗೂ ಪ್ರಶಸ್ತಿ ಪತ್ರ ಹಾಗೂ ನಗದು ಬಹುಮಾನ ನೀಡಲಾಗುವುದು. ದಿನಾಂಕ 21 ರಂದು ಸಂಜೆ 4 ರಿಂದ 7 ರ ನಡೆಯುವ ಕಾರ್ಯಕ್ರಮದಲ್ಲಿ ಕನ್ನಡ, ತೆಲುಗು, ಮಲೆಯಾಳಂ, ಹಿಂದಿ ಭಾಷೆಯ ಸಂಗೀತ ಗಾಯನ ಜರುಗಲಿದೆ ಎಂದು ಹೇಳಿದರು.	[405, 336, 639, 427]
ad-signature: ಸಹಿ/- ಜಿಲ್ಲಾ ಆರ್.ಸಿ.ಹೆಚ್. ಅಧಿಕಾರಿಗಳು, ಬಳ್ಳಾರಿ.	[714, 1096, 823, 1105]
tender-number: Tender Indent NO:DHFWS/2025-26/SE1729	[663, 1049, 875, 1069]
byline: ವಿಜಯನಗರವಾಣಿ ಸುದ್ದಿ	[283, 935, 332, 943]
byline: ವಿಜಯನಗರವಾಣಿ ಸುದ್ದಿ	[283, 607, 332, 615]
article-text: ಹೊಸಪೇಟೆ: ಕೈರಳಿ ಕಲ್ಚರಲ್ ಅಸೋಸಿಯೇಶನ್ ತನ್ನ ಬೆಳ್ಳಿ ಹಬ್ಬವನ್ನು ಇದೇ ಶನಿವಾರ 20 ಮತ್ತು 21 ರಂದು ನಗರದ ಸಾಯಿಲೀಲಾ ರಂಗ ಮಂದಿರದಲ್ಲಿ ಭವ್ಯವಾಗಿ ಆಚರಿಸಲಿದೆ ಎಂದು ಕೈರಳಿ ಸಂಘದ ಕಾರ್ಯದರ್ಶಿ ಸುಂದರರಾಜು ತಮ್ಮ ಸಂಘದ ಕಚೇರಿಯಲ್ಲಿ ನಡೆದ ಗೋಷ್ಠಿಯಲ್ಲಿ ತಿಳಿಸಿದರು. ಕೇರಳ ನಾಡಿನಲ್ಲಿ ಹುಟ್ಟಿ ಸುಮಾರು ವರ್ಷಗಳ ಹಿಂದೆ ಕನ್ನಡ ನಾಡಿಗೆ ಈ ನಗರಕ್ಕೆ ಬಂದು ಬದುಕು ಕಂಡುಕೊಂಡ ನಾವು, ಕನ್ನಡಿಗರಲ್ಲಿ ಬೆರೆತುಕೊಂಡಿದ್ದೇವೆ. ಈ ಸಂದರ್ಭದಲ್ಲಿ "ಕನ್ನಡ ಕಣ್ಮಣಿ" ಎಂಬ ಬಿರುದನ್ನು ಸಾಂಸ್ಕೃತಿಕ ಹಾಗೂ ಸಾಮಾಜಿಕ ಸೇವೆ ನೀಡಿದವರಿಗೆ ನೀಡಲಿದ್ದೇವೆ. ರುದ್ರಾಣಿ ಆಚರಿಸಲಿದೆ. ಇದೇ ಕಾರ್ಯಕ್ರಮದಲ್ಲಿ 2024-25 ರ ಸಾಲಿನ ಎಸ್.ಎಸ್.ಎಲ್.ಸಿ ಮತ್ತು ಪಿ.ಯು.ಸಿ ಯಲ್ಲಿ ಹೆಚ್ಚು ಅಂಕ ಗಳಿಸಿದ ಸ್ಥಳೀಯ ಮಕ್ಕಳಿಗೂ ಹಾಗೂ ಮಲೆಯಾಳಿ ಮಕ್ಕಳಿಗೂ ಪ್ರಶಸ್ತಿ ಪತ್ರ ಹಾಗೂ ನಗದು ಬಹುಮಾನ ನೀಡಲಾಗುವುದು. ದಿನಾಂಕ 21 ರಂದು ಸಂಜೆ 4 ರಿಂದ 7 ರ ನಡೆಯುವ ಕಾರ್ಯಕ್ರಮದಲ್ಲಿ ಕನ್ನಡ, ತೆಲುಗು, ಮಲೆಯಾಳಂ, ಹಿಂದಿ ಭಾಷೆಯ ಸಂಗೀತ ಗಾಯನ ಜರುಗಲಿದೆ ಎಂದು ಹೇಳಿದರು.	[283, 243, 401, 408]
article-body-continued: ಗಂಗಾವತಿ : ವಿಜಯನಗರ ಜಿಲ್ಲೆಯ ಹೊಸಪೇಟೆಯ ಕ್ರೀಡಾ ಸಂಕೀರ್ಣದಲ್ಲಿ ದಸರಾ ಹಾಗೂ ಸಿ.ಎಂ. ಕಪ್-2025 ಕಬಡ್ಡಿಗೆ ವಿಭಾಗ ಮಟ್ಟದ ವುಶು ಕ್ರೀಡಾಕೂಟ ಯಶಸ್ವಿಯಾಗಿ ಜರುಗಿತು. ಕೊಪ್ಪಳ, ವಿಜಯನಗರ, ಯಾದಗಿರಿ, ರಾಯಚೂರು, ಕಲಬುರಗಿ, ಬೀದರ್ ಮತ್ತು ಬಳ್ಳಾರಿ ಜಿಲ್ಲೆಗಳ ಕ್ರೀಡಾಪಟುಗಳು ಭಾಗವಹಿಸಿದ್ದ ಈ ಸ್ಪರ್ಧೆಯಲ್ಲಿ ಗಂಗಾವತಿಯ ಬೇತಲ್ ಪದವಿ ಮಹಿಳಾ ಮಹಾವಿದ್ಯಾಲಯದ ಪಟುಗಳು ಚಾಮತ್ಕಾರಿಕ ಸಾಧನೆ ಮಾಡಿದ್ದಾರೆ. ಸಿ.ಎಂ. ಕಪ್ ಕ್ರೀಡಾಕೂಟಕ್ಕೆ ಆಯ್ಕೆಯಾಗಿದ್ದಾರೆ. ವಿಜೇತರ ಪಟ್ಟಿ -39 ಕೆಜಿ ವಿಭಾಗ ಬೇಗಂ ಪ್ರಥಮ ಸ್ಥಾನ, -42 ಕೆಜಿ ದಾನಮ್ಮ - ದ್ವಿತೀಯ, -45 ಕೆಜಿ ಲೀಲಾ - ಪ್ರಥಮ ಸ್ಥಾನ, -48 ಕೆಜಿ ಪಲ್ಲವಿ - ಪ್ರಥಮ ಸ್ಥಾನ, -52 ಕೆಜಿ ಆಶಾ - ಪ್ರಥಮ ಸ್ಥಾನ, -60 ಕೆಜಿ ಅಸ್ಮಾ - ಪ್ರಥಮ ಸ್ಥಾನ ಪಡೆದಿದ್ದಾರೆ. ಕಾರ್ಯದರ್ಶಿ ಡ್ಯಾನಿಯಲ್ ಪಿಲ್ಸನ್ ಮಾತನಾಡಿ "ವಿದ್ಯಾರ್ಥಿನಿಯರ ಈ ಸಾಧನೆ ಕಾಲೇಜಿಗೆ ಹೆಮ್ಮೆಯ ವಿಷಯ" ಎಂದರು. ಕಾಲೇಜಿನ ಆಡಳಿತ ಮಂಡಳಿಯು ನಿರಂತರ ಪ್ರೋತ್ಸಾಹದಿಂದ ಈ ಸಾಧನೆಯ ಬಂದಿದೆ ಎಂದು ಹೇಳಿದರು.	[440, 1232, 640, 1323]
article-text: ಮರಿಯಮ್ಮನಹಳ್ಳಿ: ಪಟ್ಟಣದ ಆರ್ಯವೈಶ್ಯ ಸಮಾಜದ ಮುಖಂಡರಾದ, 5ನೇ ವಾರ್ಡಿನ ನಿವಾಸಿ ವಾಗಿಚಾರ್ಲ ನಾರಾಯಣ ಶ್ರೇಷ್ಠಿ(57) ರವರು ಗುರುವಾರ ಹೃದಯಾಘಾತದಿಂದ ನಿಧನರಾದರು. ಮೃತರು ಪತ್ನಿ, ಇಬ್ಬರು ಪುತ್ರಿಯರು, ಓರ್ವ ಸಹೋದರ, ಇಬ್ಬರು ಸಹೋದರರನ್ನು ಸೇರಿದಂತೆ ಅಪಾರ ಬಂಧುಗಳನ್ನು ಅಗಲಿದ್ದಾರೆ. ಮೃತರ ಅಂತ್ಯಕ್ರಿಯೆ ಗುರುವಾರ ಸಂಜೆ 4ಗಂಟೆಗೆ, ಪಟ್ಟಣದ ಆರ್ಯವೈಶ್ಯ ಸಮಾಜದ ಮುಕ್ತಿಧಾಮದಲ್ಲಿ ನೆರವೇರಿಸಲಾಯಿತು	[650, 785, 796, 849]
ad-line: ಅನಂತಪುರರಸ್ತೆ, ಬಳ್ಳಾರಿ. ದೂರವಾಣಿ : 08392-273739	[694, 971, 843, 979]
ad-line: ರಾಷ್ಟ್ರೀಯಆರೋಗ್ಯಅಭಿಯಾನ	[731, 953, 806, 962]
headline: ತುಂಗಭದ್ರಾ ಕಾಲೇಜಿನಲ್ಲಿ ಚರ್ಚಾ ಸ್ಪರ್ಧೆ ವಿದ್ಯಾರ್ಥಿಗಳಿಗೆ ಬಹುಮಾನ ವಿತರಣೆ ಕಾರ್ಯಕ್ರಮ	[43, 157, 269, 189]
ad-reference: ಸಂಖ್ಯೆ: ವಿಶ್ರೀಕೃವಿ/ಆಡಳಿತ/ಅ.ಉ-ನೇ/2025-26/1930 ದಿನಾಂಕ: 18.09.2025.	[663, 1234, 874, 1244]
